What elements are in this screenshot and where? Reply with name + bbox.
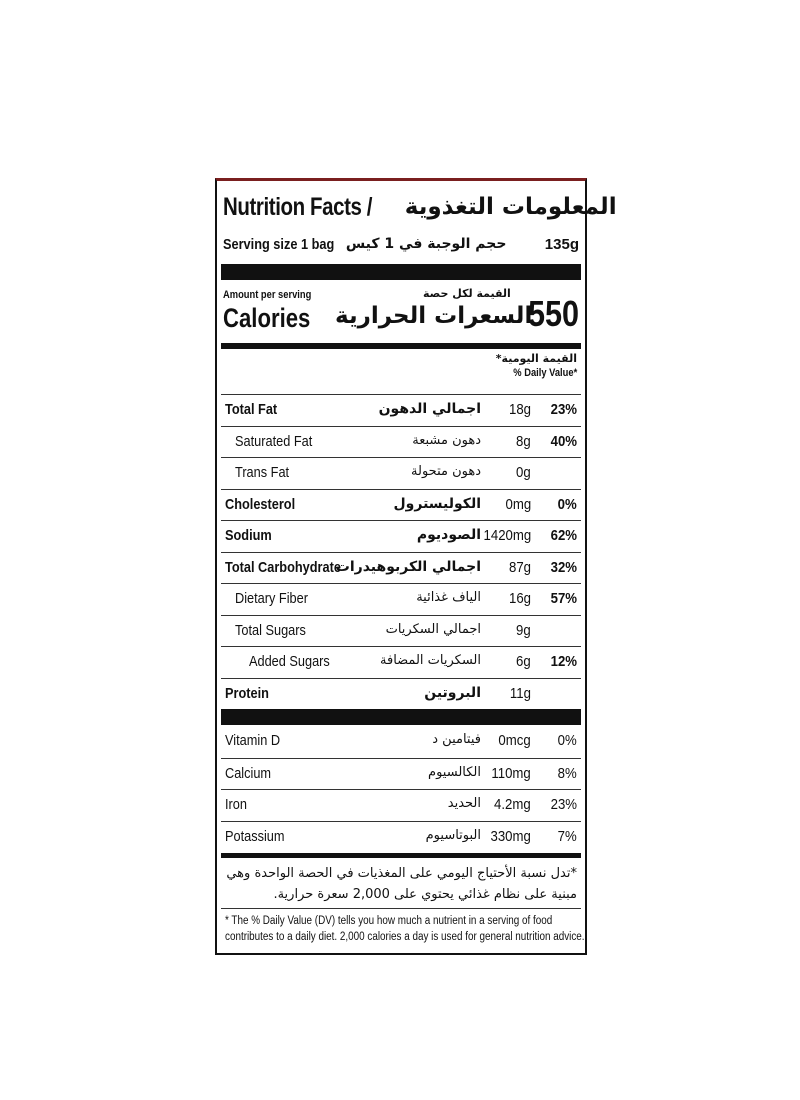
serving-size-arabic: حجم الوجبة في 1 كيس (345, 236, 507, 252)
nutrient-row (221, 426, 581, 458)
nutrient-row (221, 678, 581, 710)
nutrient-amount: 9g (516, 621, 531, 639)
vitamin-amount: 4.2mg (494, 796, 531, 813)
vitamin-name-arabic: البوتاسيوم (425, 827, 481, 843)
nutrient-name-arabic: اجمالي الدهون (378, 401, 481, 417)
vitamin-row (221, 789, 581, 821)
thick-divider-vitamins (221, 709, 581, 725)
nutrient-daily-value: 32% (550, 558, 577, 576)
vitamin-name-arabic: فيتامين د (432, 732, 481, 747)
footnote-arabic: *تدل نسبة الأحتياج اليومي على المغذيات في الحصة الواحدة وهي مبنية على نظام غذائي يحتوي على 2,000 سعرة حرارية. (226, 866, 577, 902)
daily-value-header (496, 351, 577, 381)
nutrient-row (221, 646, 581, 678)
nutrient-row (221, 552, 581, 584)
nutrient-name-arabic: السكريات المضافة (380, 653, 481, 668)
nutrient-amount: 0g (516, 464, 531, 481)
vitamin-table (221, 726, 581, 852)
amount-per-serving-english: Amount per serving (223, 289, 312, 301)
daily-value-header-arabic: *القيمة اليومية (495, 352, 577, 365)
nutrient-name: Dietary Fiber (235, 590, 308, 607)
title-arabic: المعلومات التغذوية (404, 194, 617, 220)
label-title (223, 189, 617, 225)
serving-size-amount: 135g (544, 235, 579, 253)
nutrient-name-arabic: الكوليسترول (393, 495, 481, 512)
vitamin-name: Calcium (225, 764, 272, 782)
nutrient-name-arabic: الصوديوم (416, 527, 481, 543)
calories-label-arabic: السعرات الحرارية (335, 303, 533, 329)
vitamin-name: Vitamin D (225, 732, 281, 749)
nutrient-amount: 87g (508, 558, 531, 576)
vitamin-amount: 330mg (490, 827, 531, 845)
nutrient-daily-value: 0% (557, 495, 577, 513)
vitamin-amount: 110mg (491, 764, 531, 782)
nutrition-facts-panel (215, 178, 617, 955)
nutrient-name: Added Sugars (249, 653, 330, 670)
nutrient-table (221, 394, 581, 709)
nutrient-amount: 0mg (505, 495, 531, 513)
vitamin-row (221, 758, 581, 790)
vitamin-name-arabic: الكالسيوم (428, 764, 481, 780)
vitamin-daily-value: 7% (557, 827, 577, 845)
nutrient-amount: 1420mg (483, 527, 531, 544)
nutrient-amount: 8g (516, 432, 531, 450)
calories-block (223, 287, 579, 339)
calories-value: 550 (527, 293, 579, 334)
title-english: Nutrition Facts / (223, 192, 373, 221)
daily-value-header-english: % Daily Value* (513, 367, 577, 379)
nutrient-name: Trans Fat (235, 464, 290, 481)
nutrient-name-arabic: اجمالي السكريات (385, 621, 481, 637)
nutrient-name-arabic: البروتين (424, 684, 481, 701)
vitamin-row (221, 726, 581, 758)
nutrient-name-arabic: دهون متحولة (411, 464, 481, 479)
nutrient-daily-value: 12% (550, 653, 577, 670)
footnote-separator (221, 908, 581, 909)
nutrient-row (221, 520, 581, 552)
serving-size-english: Serving size 1 bag (223, 235, 335, 253)
nutrient-name: Cholesterol (225, 495, 296, 513)
nutrient-amount: 16g (508, 590, 531, 607)
vitamin-daily-value: 8% (557, 764, 577, 782)
amount-per-serving-arabic: القيمة لكل حصة (423, 287, 511, 300)
thick-divider (221, 264, 581, 280)
nutrient-row (221, 615, 581, 647)
nutrient-name: Total Carbohydrate (225, 558, 341, 576)
nutrient-name: Total Sugars (235, 621, 306, 639)
nutrient-row (221, 457, 581, 489)
nutrient-amount: 18g (508, 401, 531, 418)
medium-divider (221, 343, 581, 349)
nutrient-row (221, 583, 581, 615)
nutrient-name: Saturated Fat (235, 432, 313, 450)
nutrient-daily-value: 62% (550, 527, 577, 544)
vitamin-daily-value: 0% (557, 732, 577, 749)
footnote-divider (221, 853, 581, 858)
nutrient-row (221, 489, 581, 521)
nutrient-row (221, 394, 581, 426)
vitamin-daily-value: 23% (550, 796, 577, 813)
vitamin-amount: 0mcg (498, 732, 531, 749)
vitamin-name: Iron (225, 796, 247, 813)
nutrient-name-arabic: اجمالي الكربوهيدرات (335, 558, 481, 575)
nutrient-daily-value: 57% (550, 590, 577, 607)
nutrient-name: Total Fat (225, 401, 278, 418)
vitamin-name-arabic: الحديد (447, 796, 481, 811)
calories-label-english: Calories (223, 303, 311, 333)
vitamin-row (221, 821, 581, 853)
footnote-english: * The % Daily Value (DV) tells you how much a nutrient in a serving of food contributes to a daily diet. 2,000 calories a day is used for general nutrition advice. (225, 915, 585, 943)
nutrient-name-arabic: دهون مشبعة (412, 432, 481, 448)
nutrient-name: Sodium (225, 527, 272, 544)
vitamin-name: Potassium (225, 827, 285, 845)
serving-size-row (223, 233, 579, 255)
nutrient-daily-value: 40% (550, 432, 577, 450)
nutrient-name: Protein (225, 684, 269, 702)
nutrient-daily-value: 23% (550, 401, 577, 418)
nutrient-amount: 11g (509, 684, 531, 702)
nutrient-amount: 6g (516, 653, 531, 670)
nutrient-name-arabic: الياف غذائية (416, 590, 481, 605)
